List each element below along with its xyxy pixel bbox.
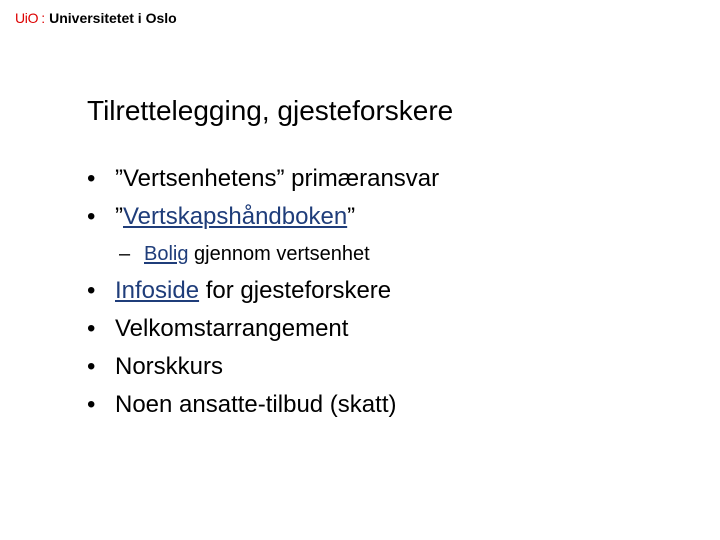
list-item-ansatte-tilbud: [87, 386, 687, 424]
list-item-vertskapshandboken: [87, 198, 687, 236]
item-text: ”: [347, 203, 356, 230]
bullet-list: [87, 160, 687, 424]
item-text: Noen ansatte-tilbud (skatt): [115, 391, 397, 418]
list-item-velkomstarrangement: [87, 310, 687, 348]
bullet-icon: •: [87, 353, 96, 380]
bullet-icon: •: [87, 203, 96, 230]
item-text: gjennom vertsenhet: [188, 243, 370, 265]
logo-mark: UiO: [15, 10, 39, 26]
item-text: ”: [115, 203, 123, 230]
item-text: ”Vertsenhetens” primæransvar: [115, 165, 440, 192]
sub-item-bolig: [87, 238, 687, 270]
university-logo: [15, 8, 177, 28]
dash-icon: –: [119, 243, 131, 265]
bullet-icon: •: [87, 315, 96, 342]
bullet-icon: •: [87, 391, 96, 418]
item-text: for gjesteforskere: [199, 277, 392, 304]
bullet-icon: •: [87, 277, 96, 304]
list-item-infoside: [87, 272, 687, 310]
bolig-link[interactable]: Bolig: [144, 243, 189, 265]
vertskapshandboken-link[interactable]: Vertskapshåndboken: [123, 203, 348, 230]
list-item-norskkurs: [87, 348, 687, 386]
item-text: Velkomstarrangement: [115, 315, 349, 342]
infoside-link[interactable]: Infoside: [115, 277, 200, 304]
logo-name: Universitetet i Oslo: [49, 10, 177, 26]
item-text: Norskkurs: [115, 353, 224, 380]
logo-separator: :: [41, 10, 46, 26]
slide-title: Tilrettelegging, gjesteforskere: [87, 95, 454, 126]
bullet-icon: •: [87, 165, 96, 192]
list-item-vertsenhetens: [87, 160, 687, 198]
